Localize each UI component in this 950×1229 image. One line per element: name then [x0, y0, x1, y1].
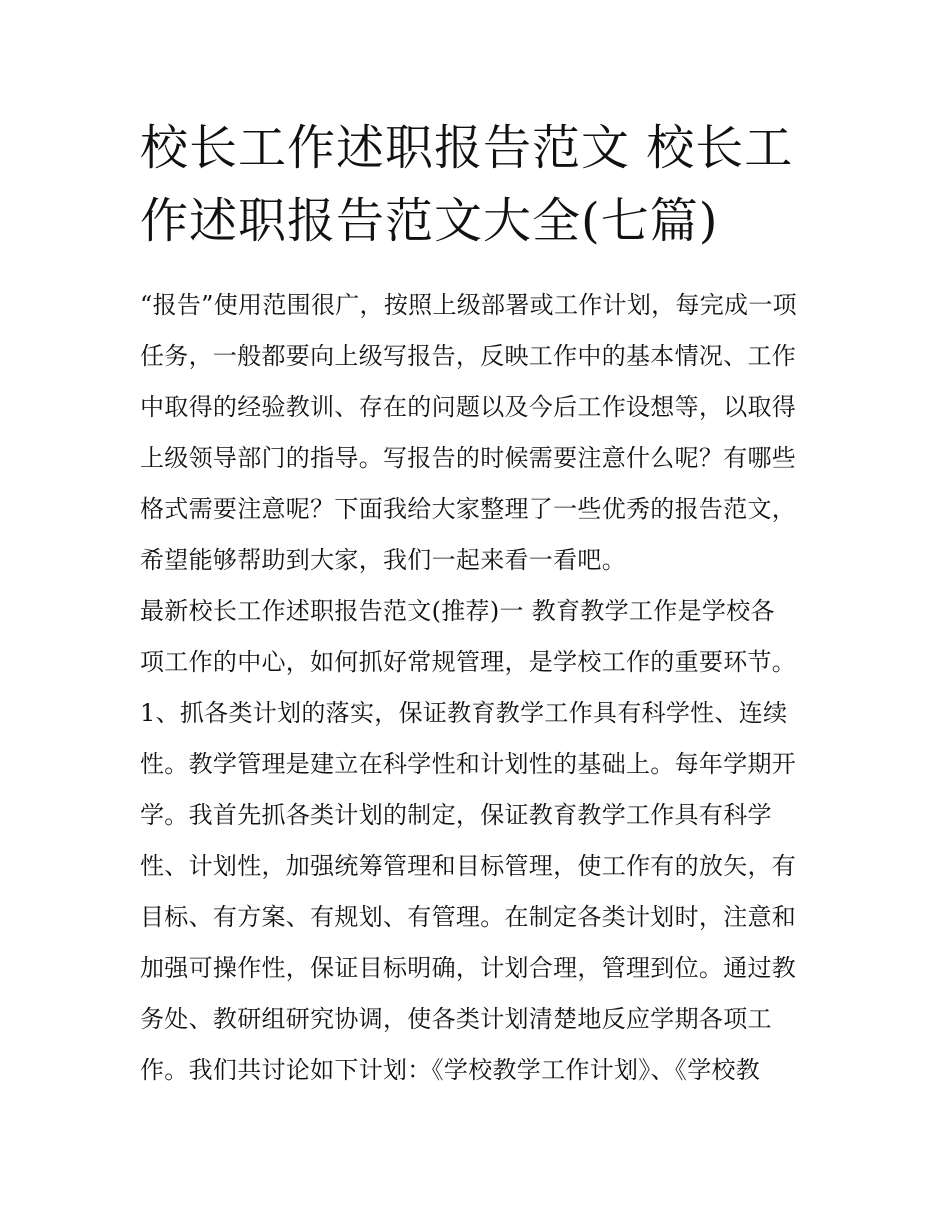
- body-line: 中取得的经验教训、存在的问题以及今后工作设想等，以取得: [140, 393, 797, 421]
- body-line: “报告”使用范围很广，按照上级部署或工作计划，每完成一项: [140, 291, 797, 319]
- body-line: 上级领导部门的指导。写报告的时候需要注意什么呢？有哪些: [140, 444, 797, 472]
- title-line: 校长工作述职报告范文 校长工: [140, 120, 794, 176]
- document-body: [140, 280, 820, 1096]
- body-line: 项工作的中心，如何抓好常规管理，是学校工作的重要环节。: [140, 648, 797, 676]
- body-line: 最新校长工作述职报告范文(推荐)一 教育教学工作是学校各: [140, 597, 775, 625]
- body-line: 性、计划性，加强统筹管理和目标管理，使工作有的放矢，有: [140, 852, 797, 880]
- body-line: 性。教学管理是建立在科学性和计划性的基础上。每年学期开: [140, 750, 797, 778]
- body-line: 格式需要注意呢？下面我给大家整理了一些优秀的报告范文，: [140, 495, 797, 523]
- body-line: 加强可操作性，保证目标明确，计划合理，管理到位。通过教: [140, 954, 797, 982]
- body-line: 目标、有方案、有规划、有管理。在制定各类计划时，注意和: [140, 903, 797, 931]
- body-line: 作。我们共讨论如下计划：《学校教学工作计划》、《学校教: [140, 1056, 761, 1084]
- body-line: 务处、教研组研究协调，使各类计划清楚地反应学期各项工: [140, 1005, 772, 1033]
- body-line: 任务，一般都要向上级写报告，反映工作中的基本情况、工作: [140, 342, 797, 370]
- body-line: 希望能够帮助到大家，我们一起来看一看吧。: [140, 546, 626, 574]
- body-line: 1、抓各类计划的落实，保证教育教学工作具有科学性、连续: [140, 699, 788, 727]
- document-title: [140, 112, 820, 258]
- body-line: 学。我首先抓各类计划的制定，保证教育教学工作具有科学: [140, 801, 772, 829]
- title-line: 作述职报告范文大全(七篇): [140, 193, 719, 249]
